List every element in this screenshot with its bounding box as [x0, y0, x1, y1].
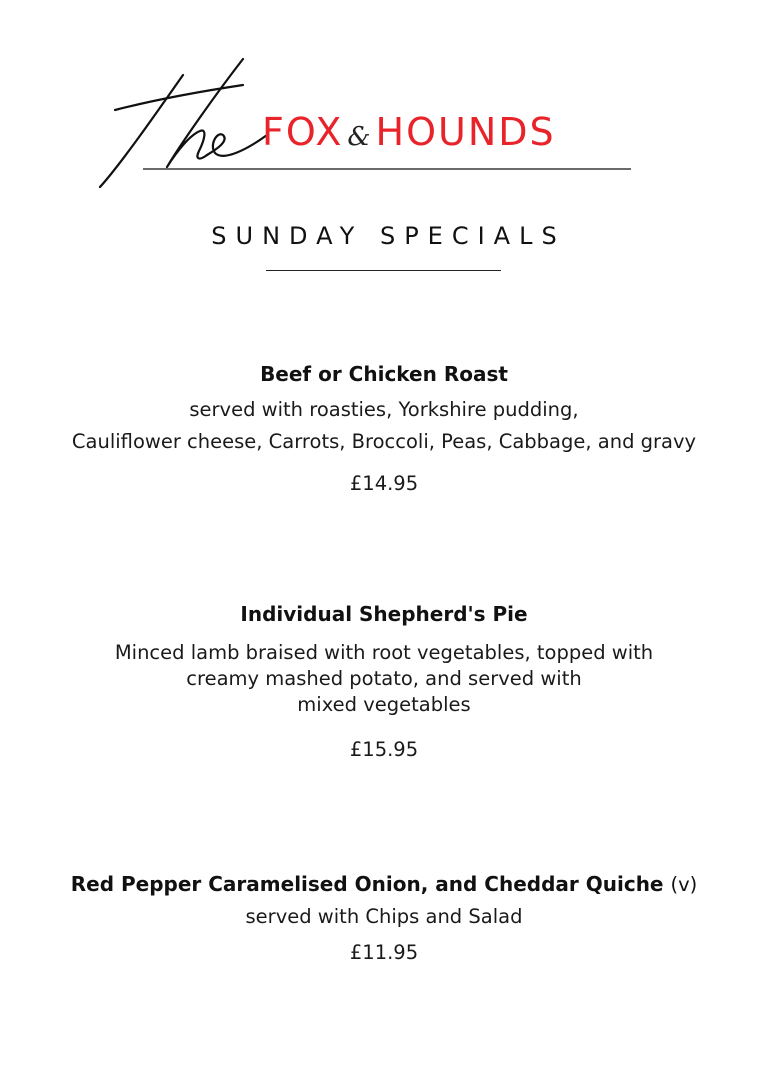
vegetarian-badge: (v)	[670, 873, 698, 896]
menu-item-name: Individual Shepherd's Pie	[240, 602, 528, 626]
menu-item-description	[0, 394, 768, 458]
logo-ampersand: &	[347, 122, 371, 152]
menu-item	[0, 362, 768, 496]
logo-wordmark	[262, 110, 556, 156]
menu-item-price: £15.95	[349, 738, 419, 761]
logo	[0, 0, 768, 200]
logo-hounds-text: HOUNDS	[375, 110, 556, 154]
description-line: mixed vegetables	[297, 693, 471, 716]
menu-item-price: £14.95	[349, 472, 419, 495]
menu-item	[0, 872, 768, 965]
menu-item	[0, 602, 768, 762]
logo-underline	[143, 168, 631, 170]
menu-item-description	[0, 640, 768, 718]
title-underline	[266, 270, 501, 271]
description-line: Minced lamb braised with root vegetables, topped with	[114, 641, 654, 664]
logo-fox-text: FOX	[262, 110, 344, 154]
menu-item-name	[0, 872, 768, 897]
description-line: served with roasties, Yorkshire pudding,	[189, 398, 579, 421]
menu-item-price: £11.95	[349, 941, 419, 964]
menu-item-title: Red Pepper Caramelised Onion, and Cheddar Quiche	[70, 872, 664, 896]
description-line: served with Chips and Salad	[245, 905, 523, 928]
description-line: Cauliflower cheese, Carrots, Broccoli, Peas, Cabbage, and gravy	[71, 430, 697, 453]
menu-item-description	[0, 905, 768, 929]
description-line: creamy mashed potato, and served with	[186, 667, 582, 690]
menu-item-name: Beef or Chicken Roast	[260, 362, 508, 386]
logo-script-the	[95, 55, 270, 195]
page-title: SUNDAY SPECIALS	[211, 222, 566, 250]
